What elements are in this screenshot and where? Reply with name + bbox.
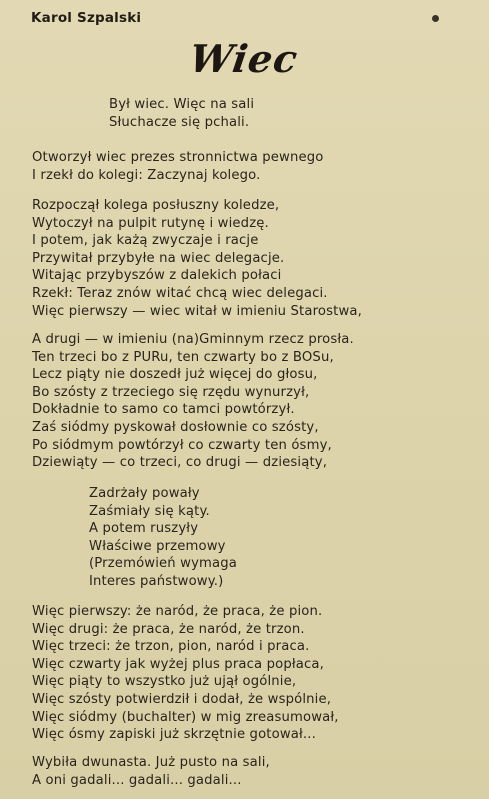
poem-title: Wiec: [186, 36, 301, 81]
poem-line: Zaśmiały się kąty.: [89, 503, 210, 519]
poem-line: Właściwe przemowy: [89, 538, 226, 554]
ink-dot: [432, 15, 439, 22]
poem-line: Przywitał przybyłe na wiec delegacje.: [32, 250, 285, 266]
poem-line: Wybiła dwunasta. Już pusto na sali,: [32, 755, 270, 770]
poem-line: Więc szósty potwierdził i dodał, że wspólnie,: [32, 691, 332, 707]
poem-line: Więc pierwszy: że naród, że praca, że pion.: [32, 604, 323, 619]
poem-line: Otworzył wiec prezes stronnictwa pewnego: [32, 150, 324, 165]
poem-line: Rozpoczął kolega posłuszny koledze,: [32, 198, 280, 213]
poem-line: Rzekł: Teraz znów witać chcą wiec delegaci.: [32, 285, 328, 301]
poem-line: Słuchacze się pchali.: [109, 114, 250, 130]
poem-line: A drugi — w imieniu (na)Gminnym rzecz prosła.: [32, 332, 354, 347]
stanza-3: [32, 197, 362, 320]
poem-line: A potem ruszyły: [89, 521, 199, 537]
poem-line: Interes państwowy.): [89, 573, 224, 589]
poem-line: Lecz piąty nie doszedł już więcej do głosu,: [32, 367, 318, 383]
poem-line: (Przemówień wymaga: [89, 556, 238, 572]
poem-line: Zadrżały powały: [89, 486, 200, 501]
poem-line: Ten trzeci bo z PURu, ten czwarty bo z BOSu,: [32, 349, 334, 365]
stanza-4: [32, 331, 354, 472]
poem-line: A oni gadali... gadali... gadali...: [32, 772, 242, 788]
stanza-2: [32, 149, 324, 184]
poem-line: Więc piąty to wszystko już ujął ogólnie,: [32, 674, 297, 690]
poem-line: Więc siódmy (buchalter) w mig zreasumował,: [32, 709, 339, 725]
stanza-6: [32, 603, 339, 744]
poem-line: Więc trzeci: że trzon, pion, naród i praca.: [32, 639, 310, 655]
poem-line: Bo szósty z trzeciego się rzędu wynurzył,: [32, 384, 310, 400]
poem-line: Więc ósmy zapiski już skrzętnie gotował...: [32, 727, 316, 743]
poem-line: Więc pierwszy — wiec witał w imieniu Starostwa,: [32, 303, 362, 319]
stanza-5: [89, 485, 237, 591]
poem-line: Dziewiąty — co trzeci, co drugi — dziesiąty,: [32, 455, 328, 471]
author-name: Karol Szpalski: [31, 10, 142, 26]
poem-line: Witając przybyszów z dalekich połaci: [32, 268, 282, 284]
poem-line: Zaś siódmy pyskował dosłownie co szósty,: [32, 419, 319, 435]
stanza-1: [109, 96, 254, 131]
poem-line: I rzekł do kolegi: Zaczynaj kolego.: [32, 167, 261, 183]
poem-line: Wytoczył na pulpit rutynę i wiedzę.: [32, 215, 269, 231]
poem-line: I potem, jak każą zwyczaje i racje: [32, 233, 259, 249]
poem-line: Więc czwarty jak wyżej plus praca popłaca,: [32, 656, 324, 672]
poem-line: Po siódmym powtórzył co czwarty ten ósmy,: [32, 437, 332, 453]
poem-line: Był wiec. Więc na sali: [109, 97, 255, 112]
poem-line: Więc drugi: że praca, że naród, że trzon.: [32, 621, 305, 637]
stanza-7: [32, 754, 270, 789]
poem-line: Dokładnie to samo co tamci powtórzył.: [32, 402, 295, 418]
